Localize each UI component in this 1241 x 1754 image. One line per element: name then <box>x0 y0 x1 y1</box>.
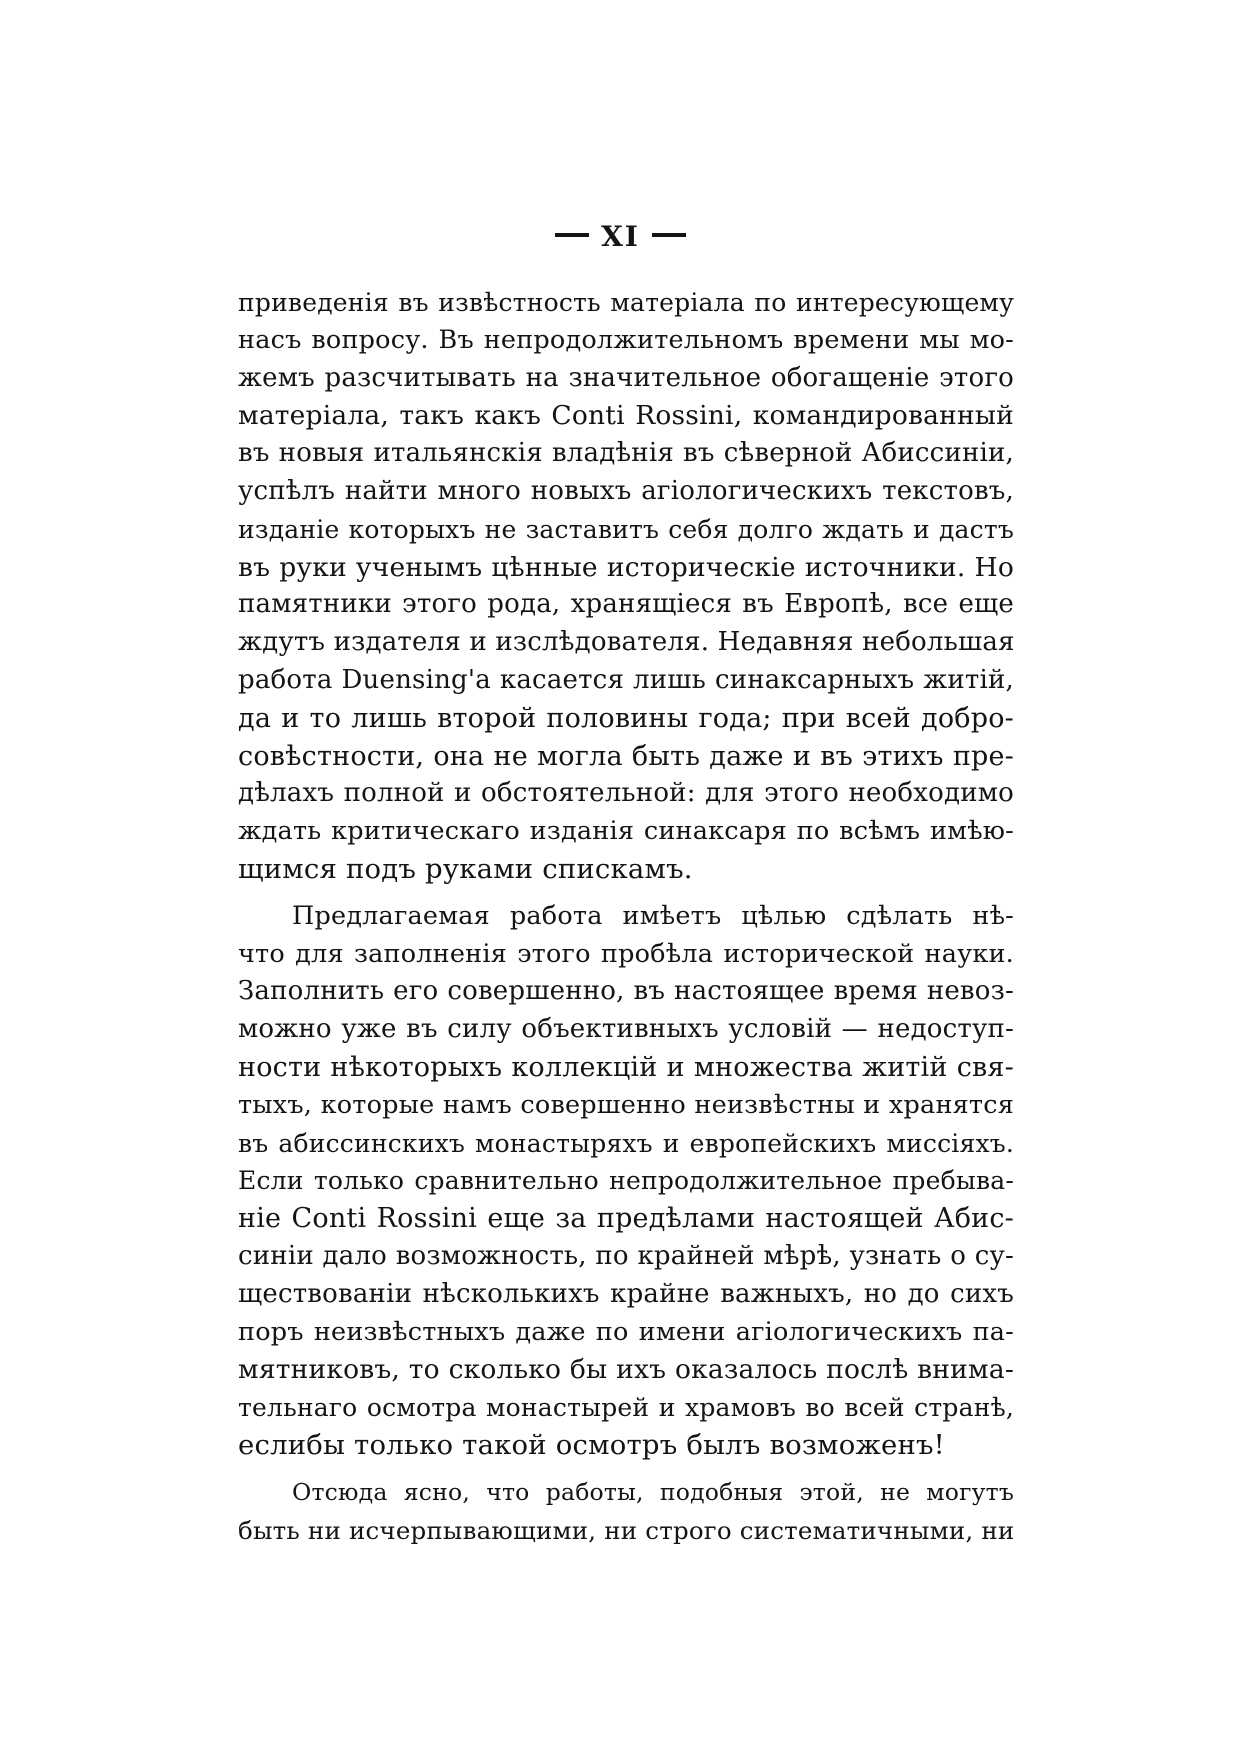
text-line: изданіе которыхъ не заставитъ себя долго ждать и дастъ <box>238 514 1014 544</box>
text-line: Отсюда ясно, что работы, подобныя этой, не могутъ <box>292 1477 1014 1506</box>
paragraph-gap <box>238 1465 1014 1474</box>
text-line: синіи дало возможность, по крайней мѣрѣ, узнать о су- <box>238 1240 1014 1271</box>
left-dash <box>555 233 589 237</box>
text-line: памятники этого рода, хранящіеся въ Европѣ, все еще <box>238 589 1014 620</box>
text-line: тельнаго осмотра монастырей и храмовъ во всей странѣ, <box>238 1393 1014 1423</box>
text-line: ніе Conti Rossini еще за предѣлами настоящей Абис- <box>238 1203 1014 1235</box>
text-line: совѣстности, она не могла быть даже и въ этихъ пре- <box>238 740 1014 772</box>
text-line: въ абиссинскихъ монастыряхъ и европейскихъ миссіяхъ. <box>238 1128 1014 1158</box>
text-line: успѣлъ найти много новыхъ агіологическихъ текстовъ, <box>238 475 1014 506</box>
text-line: быть ни исчерпывающими, ни строго систематичными, ни <box>238 1515 1015 1545</box>
page-header <box>0 222 1241 252</box>
text-line: Заполнить его совершенно, въ настоящее время невоз- <box>238 976 1014 1007</box>
text-line: въ руки ученымъ цѣнные историческіе источники. Но <box>238 551 1014 583</box>
text-line: что для заполненія этого пробѣла исторической науки. <box>238 938 1014 969</box>
text-line: ждать критическаго изданія синаксаря по всѣмъ имѣю- <box>238 816 1014 847</box>
text-line: матеріала, такъ какъ Conti Rossini, командированный <box>238 400 1014 432</box>
text-line: щимся подъ руками спискамъ. <box>238 852 693 885</box>
text-line: поръ неизвѣстныхъ даже по имени агіологическихъ па- <box>238 1316 1014 1347</box>
text-line: еслибы только такой осмотръ былъ возможенъ! <box>238 1428 945 1461</box>
text-line: Предлагаемая работа имѣетъ цѣлью сдѣлать нѣ- <box>292 900 1014 931</box>
text-line: да и то лишь второй половины года; при всей добро- <box>238 702 1014 734</box>
body-text <box>238 284 1014 1549</box>
right-dash <box>652 233 686 237</box>
text-line: дѣлахъ полной и обстоятельной: для этого необходимо <box>238 778 1014 809</box>
text-line: тыхъ, которые намъ совершенно неизвѣстны и хранятся <box>238 1089 1014 1120</box>
text-line: мятниковъ, то сколько бы ихъ оказалось послѣ внима- <box>238 1354 1014 1386</box>
text-line: ности нѣкоторыхъ коллекцій и множества житій свя- <box>238 1051 1014 1083</box>
text-line: жемъ разсчитывать на значительное обогащеніе этого <box>238 362 1014 393</box>
text-line: работа Duensing'а касается лишь синаксарныхъ житій, <box>238 664 1014 695</box>
text-line: въ новыя итальянскія владѣнія въ сѣверной Абиссиніи, <box>238 438 1014 469</box>
text-line: ществованіи нѣсколькихъ крайне важныхъ, но до сихъ <box>238 1278 1014 1309</box>
paragraph-gap <box>238 889 1014 898</box>
text-line: приведенія въ извѣстность матеріала по интересующему <box>238 288 1014 317</box>
text-line: Если только сравнительно непродолжительное пребыва- <box>238 1166 1014 1196</box>
page-number: XI <box>601 220 640 253</box>
text-line: насъ вопросу. Въ непродолжительномъ времени мы мо- <box>238 324 1014 355</box>
text-line: ждутъ издателя и изслѣдователя. Недавняя небольшая <box>238 627 1015 658</box>
text-line: можно уже въ силу объективныхъ условій — недоступ- <box>238 1014 1014 1045</box>
